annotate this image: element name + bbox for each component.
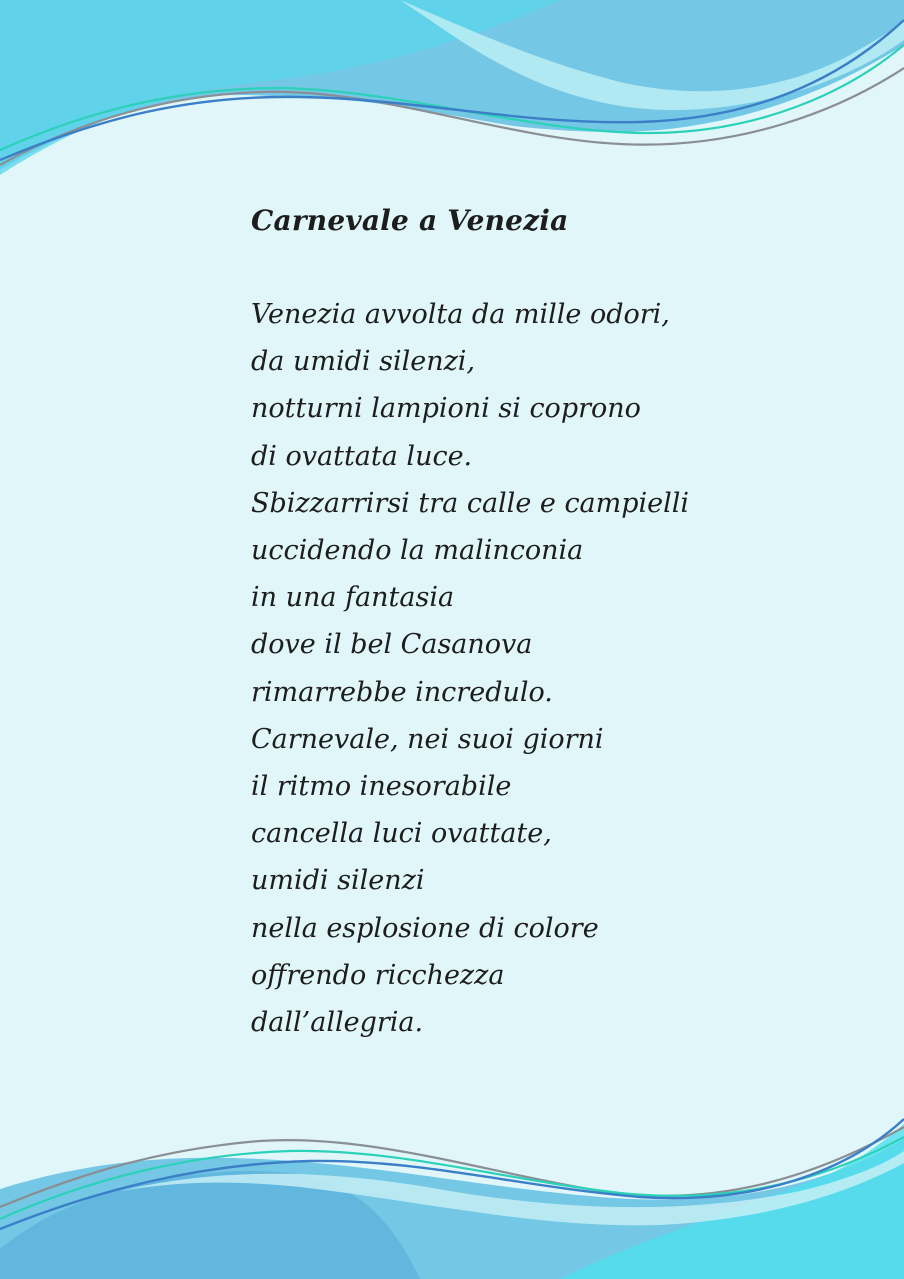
poem-line: Carnevale, nei suoi giorni (251, 723, 604, 755)
poem-line: notturni lampioni si coprono (251, 393, 641, 425)
poem-line: da umidi silenzi, (251, 346, 476, 378)
poem-line: nella esplosione di colore (251, 912, 599, 944)
poem-line: di ovattata luce. (251, 440, 473, 472)
poem-line: rimarrebbe incredulo. (251, 676, 553, 708)
poem-line: uccidendo la malinconia (251, 535, 584, 567)
poem-line: Venezia avvolta da mille odori, (251, 299, 670, 330)
poem-line: dall’allegria. (251, 1007, 424, 1039)
poem-title: Carnevale a Venezia (251, 204, 569, 237)
poem-lines (251, 291, 851, 1046)
poem-line: il ritmo inesorabile (251, 771, 512, 803)
poem-line: dove il bel Casanova (251, 629, 533, 661)
poem-line: cancella luci ovattate, (251, 818, 552, 850)
top-wave-decoration (0, 0, 904, 200)
poem-line: offrendo ricchezza (251, 959, 505, 991)
poem-line: in una fantasia (251, 582, 455, 614)
bottom-wave-decoration (0, 1079, 904, 1279)
poem-line: umidi silenzi (251, 865, 425, 897)
poem-line: Sbizzarrirsi tra calle e campielli (251, 487, 690, 519)
poem (251, 200, 851, 1046)
